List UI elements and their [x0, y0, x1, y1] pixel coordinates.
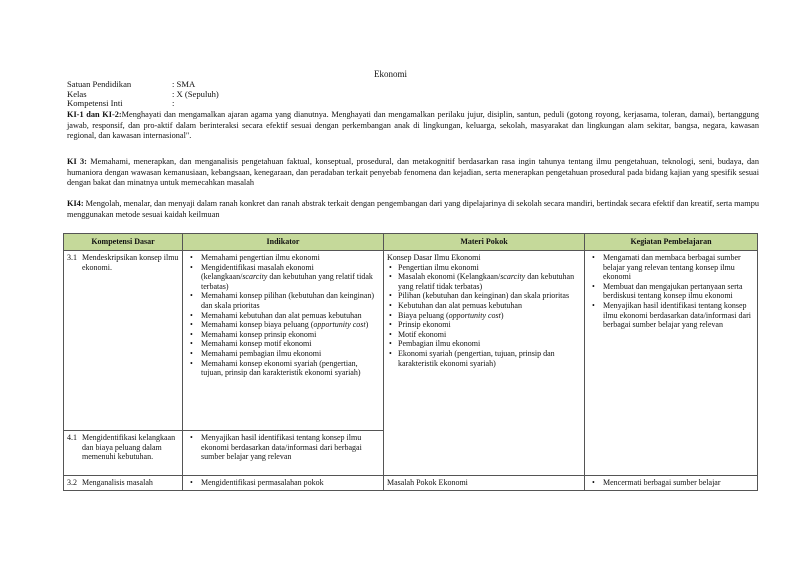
list-item: • Pilihan (kebutuhan dan keinginan) dan skala prioritas [398, 291, 581, 301]
meta-label: Satuan Pendidikan [67, 79, 132, 89]
document-title: Ekonomi [374, 69, 407, 79]
header-kegiatan-pembelajaran: Kegiatan Pembelajaran [585, 234, 758, 251]
ki-4-text: Mengolah, menalar, dan menyaji dalam ranah konkret dan ranah abstrak terkait dengan pengembangan dari yang dipelajarinya di sekolah secara mandiri, bertindak secara efektif dan kreatif, serta mampu menggunakan metode sesuai kaidah keilmuan [67, 199, 759, 219]
meta-label: Kelas [67, 88, 87, 99]
kd-text: Mendeskripsikan konsep ilmu ekonomi. [82, 253, 179, 272]
meta-row [67, 99, 219, 109]
indikator-list [186, 478, 380, 488]
ki-1-2-label: KI-1 dan KI-2: [67, 110, 122, 119]
materi-list [387, 263, 581, 369]
ki-4-label: KI4: [67, 199, 84, 208]
indikator-list [186, 433, 380, 462]
ki-3-paragraph [67, 157, 759, 189]
list-item: • Mencermati berbagai sumber belajar [603, 478, 754, 488]
kd-number: 3.1 [67, 253, 77, 262]
list-item: • Mengamati dan membaca berbagai sumber belajar yang relevan tentang konsep ilmu ekonomi [603, 253, 754, 282]
list-item: • Ekonomi syariah (pengertian, tujuan, prinsip dan karakteristik ekonomi syariah) [398, 349, 581, 368]
kegiatan-list [588, 253, 754, 330]
kegiatan-cell [585, 251, 758, 476]
list-item: • Memahami kebutuhan dan alat pemuas kebutuhan [201, 311, 380, 321]
list-item: • Kebutuhan dan alat pemuas kebutuhan [398, 301, 581, 311]
list-item: • Memahami konsep ekonomi syariah (pengertian, tujuan, prinsip dan karakteristik ekonomi syariah) [201, 359, 380, 378]
kegiatan-list [588, 478, 754, 488]
kd-number: 4.1 [67, 433, 77, 442]
meta-label: Kompetensi Inti [67, 98, 123, 108]
meta-value: : X (Sepuluh) [172, 88, 219, 99]
kd-number: 3.2 [67, 478, 77, 487]
materi-cell [384, 251, 585, 476]
kd-text: Menganalisis masalah [82, 478, 153, 487]
list-item: • Menyajikan hasil identifikasi tentang konsep ilmu ekonomi berdasarkan data/informasi dari berbagai sumber belajar yang relevan [603, 301, 754, 330]
kd-cell [64, 431, 183, 476]
list-item: • Memahami pembagian ilmu ekonomi [201, 349, 380, 359]
list-item: • Biaya peluang (opportunity cost) [398, 311, 581, 321]
list-item: • Memahami konsep prinsip ekonomi [201, 330, 380, 340]
ki-3-label: KI 3: [67, 157, 87, 166]
kegiatan-cell [585, 476, 758, 491]
kd-text: Mengidentifikasi kelangkaan dan biaya peluang dalam memenuhi kebutuhan. [82, 433, 176, 462]
indikator-cell [183, 476, 384, 491]
list-item: • Pembagian ilmu ekonomi [398, 339, 581, 349]
list-item: • Motif ekonomi [398, 330, 581, 340]
table-header-row [64, 234, 758, 251]
ki-1-2-text: Menghayati dan mengamalkan ajaran agama yang dianutnya. Menghayati dan mengamalkan perilaku jujur, disiplin, santun, peduli (gotong royong, kerjasama, toleran, damai), bertanggung jawab, responsif, dan pro-aktif dalam berinteraksi secara efektif sesuai dengan perkembangan anak di lingkungan, keluarga, sekolah, masyarakat dan lingkungan alam sekitar, bangsa, negara, kawasan regional, dan kawasan internasional". [67, 110, 759, 140]
list-item: • Memahami konsep pilihan (kebutuhan dan keinginan) dan skala prioritas [201, 291, 380, 310]
list-item: • Menyajikan hasil identifikasi tentang konsep ilmu ekonomi berdasarkan data/informasi dari berbagai sumber belajar yang relevan [201, 433, 380, 462]
kd-cell [64, 251, 183, 431]
list-item: • Prinsip ekonomi [398, 320, 581, 330]
list-item: • Mengidentifikasi permasalahan pokok [201, 478, 380, 488]
table-row [64, 251, 758, 431]
meta-value: : [172, 98, 175, 108]
indikator-list [186, 253, 380, 378]
ki-1-2-paragraph [67, 110, 759, 142]
list-item: • Memahami konsep biaya peluang (opportunity cost) [201, 320, 380, 330]
meta-block [67, 80, 219, 109]
ki-4-paragraph [67, 199, 759, 220]
list-item: • Memahami konsep motif ekonomi [201, 339, 380, 349]
list-item: • Mengidentifikasi masalah ekonomi (kelangkaan/scarcity dan kebutuhan yang relatif tidak terbatas) [201, 263, 380, 292]
list-item: • Pengertian ilmu ekonomi [398, 263, 581, 273]
materi-title: Masalah Pokok Ekonomi [387, 478, 468, 487]
header-kompetensi-dasar: Kompetensi Dasar [64, 234, 183, 251]
kd-cell [64, 476, 183, 491]
header-indikator: Indikator [183, 234, 384, 251]
list-item: • Memahami pengertian ilmu ekonomi [201, 253, 380, 263]
list-item: • Membuat dan mengajukan pertanyaan serta berdiskusi tentang konsep ilmu ekonomi [603, 282, 754, 301]
indikator-cell [183, 251, 384, 431]
list-item: • Masalah ekonomi (Kelangkaan/scarcity dan kebutuhan yang relatif tidak terbatas) [398, 272, 581, 291]
table-row [64, 476, 758, 491]
ki-3-text: Memahami, menerapkan, dan menganalisis pengetahuan faktual, konseptual, prosedural, dan metakognitif berdasarkan rasa ingin tahunya tentang ilmu pengetahuan, teknologi, seni, budaya, dan humaniora dengan wawasan kemanusiaan, kebangsaan, kenegaraan, dan peradaban terkait penyebab fenomena dan kejadian, serta menerapkan pengetahuan prosedural pada bidang kajian yang spesifik sesuai dengan bakat dan minatnya untuk memecahkan masalah [67, 157, 759, 187]
indikator-cell [183, 431, 384, 476]
meta-value: : SMA [172, 79, 196, 89]
materi-title: Konsep Dasar Ilmu Ekonomi [387, 253, 481, 262]
materi-cell [384, 476, 585, 491]
header-materi-pokok: Materi Pokok [384, 234, 585, 251]
kd-table [63, 233, 758, 491]
